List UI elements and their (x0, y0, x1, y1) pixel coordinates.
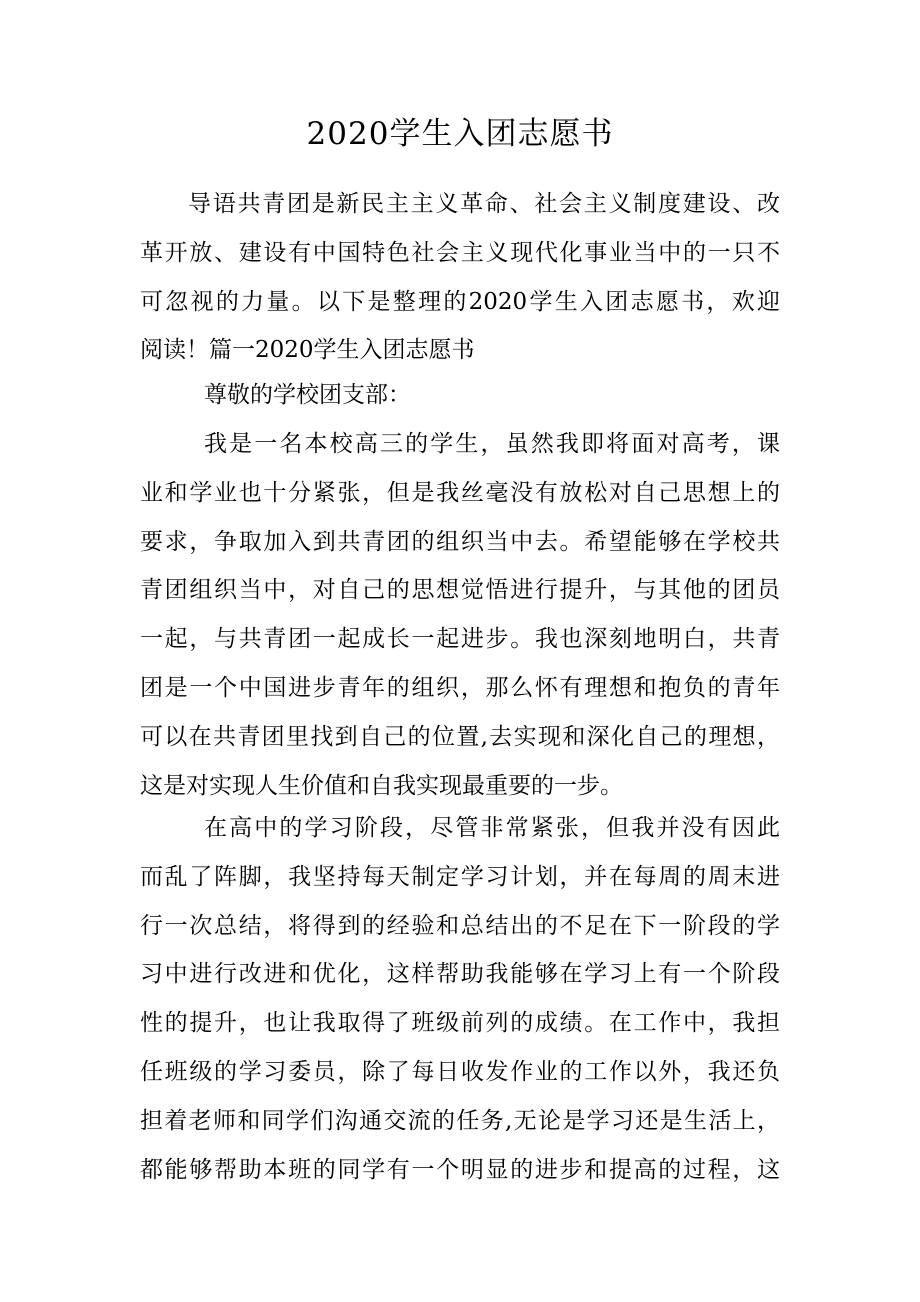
salutation-line: 尊敬的学校团支部： (204, 382, 411, 408)
paragraph-line: 导语共青团是新民主主义革命、社会主义制度建设、改 (188, 191, 780, 217)
paragraph-line: 可忽视的力量。以下是整理的2020学生入团志愿书，欢迎 (140, 288, 780, 315)
paragraph-line: 任班级的学习委员，除了每日收发作业的工作以外，我还负 (140, 1058, 780, 1085)
paragraph-line: 这是对实现人生价值和自我实现最重要的一步。 (140, 772, 623, 799)
paragraph-line: 我是一名本校高三的学生，虽然我即将面对高考，课 (204, 431, 780, 457)
paragraph-line: 习中进行改进和优化，这样帮助我能够在学习上有一个阶段 (140, 961, 780, 988)
paragraph-line: 都能够帮助本班的同学有一个明显的进步和提高的过程，这 (140, 1156, 780, 1183)
paragraph-line: 要求，争取加入到共青团的组织当中去。希望能够在学校共 (140, 528, 780, 555)
paragraph-line: 担着老师和同学们沟通交流的任务,无论是学习还是生活上， (140, 1107, 780, 1134)
paragraph-line: 青团组织当中，对自己的思想觉悟进行提升，与其他的团员 (140, 577, 780, 604)
paragraph-line: 行一次总结，将得到的经验和总结出的不足在下一阶段的学 (140, 912, 780, 939)
salutation-paragraph (140, 371, 780, 420)
paragraph-line: 团是一个中国进步青年的组织，那么怀有理想和抱负的青年 (140, 674, 780, 701)
paragraph-line: 在高中的学习阶段，尽管非常紧张，但我并没有因此 (204, 815, 780, 841)
intro-paragraph (140, 180, 780, 375)
paragraph-line: 革开放、建设有中国特色社会主义现代化事业当中的一只不 (140, 239, 780, 266)
paragraph-line: 一起，与共青团一起成长一起进步。我也深刻地明白，共青 (140, 626, 780, 653)
body-paragraph-2 (140, 804, 780, 1194)
body-paragraph-1 (140, 420, 780, 810)
paragraph-line: 业和学业也十分紧张，但是我丝毫没有放松对自己思想上的 (140, 479, 780, 506)
paragraph-line: 阅读！篇一2020学生入团志愿书 (140, 337, 475, 364)
paragraph-line: 而乱了阵脚，我坚持每天制定学习计划，并在每周的周末进 (140, 863, 780, 890)
paragraph-line: 性的提升，也让我取得了班级前列的成绩。在工作中，我担 (140, 1010, 780, 1037)
paragraph-line: 可以在共青团里找到自己的位置,去实现和深化自己的理想， (140, 723, 780, 750)
document-title: 2020学生入团志愿书 (306, 116, 614, 152)
